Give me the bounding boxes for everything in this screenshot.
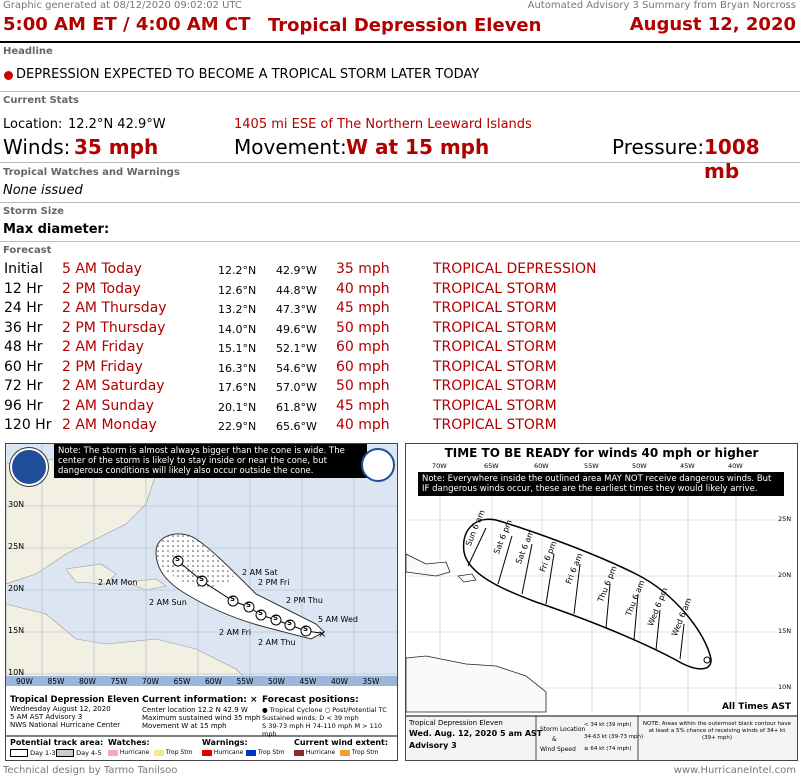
arrival-footer-note: NOTE: Areas within the outermost black contour have at least a 5% chance of receiving winds of 34+ kt (39+ mph) [642,721,792,741]
legend-wind-tropstm: Trop Stm [340,749,378,756]
forecast-wind: 40 mph [336,417,390,433]
forecast-lat: 22.9°N [218,420,257,433]
cone-current-lines [142,706,260,730]
credit-text: Technical design by Tarmo Tanilsoo [3,765,178,776]
arrival-lat-label: 20N [778,571,792,579]
winds-label: Winds: [3,135,71,159]
forecast-class: TROPICAL STORM [433,397,557,414]
arrival-footer-wind: Wind Speed [540,746,576,753]
arrival-key-2: 34-63 kt (39-73 mph) [584,734,644,740]
forecast-section-label: Forecast [3,245,52,256]
arrival-time-label: Sat 6 am [514,528,536,566]
track-point-letter: S [258,609,264,617]
arrival-lat-label: 10N [778,683,792,691]
forecast-wind: 50 mph [336,378,390,394]
arrival-lon-label: 40W [728,462,743,470]
stats-divider [0,162,800,163]
nws-logo [361,448,395,482]
arrival-footer-date: Wed. Aug. 12, 2020 5 am AST [409,729,543,738]
forecast-class: TROPICAL DEPRESSION [433,261,597,277]
arrival-footer-storm: Tropical Depression Eleven [409,719,503,727]
watches-divider [0,202,800,203]
cone-track-label: 2 AM Thu [258,638,296,647]
forecast-time: 2 AM Sunday [62,397,154,414]
forecast-lon: 61.8°W [276,400,317,414]
cone-lon-label: 65W [173,677,191,686]
track-point-letter: S [287,619,293,627]
cone-lat-label: 20N [8,584,25,593]
forecast-lon: 47.3°W [276,303,317,316]
forecast-hour: 24 Hr [4,300,43,316]
arrival-lon-label: 70W [432,462,447,470]
legend-warnings-label: Warnings: [202,738,248,747]
movement-label: Movement: [234,135,347,159]
cone-track-label: 2 AM Mon [98,578,138,587]
forecast-lat: 12.2°N [218,264,257,277]
cone-lat-label: 25N [8,542,25,551]
forecast-time: 2 AM Friday [62,339,144,355]
cone-forecast-line: S 39-73 mph H 74-110 mph M > 110 mph [262,722,383,738]
generated-timestamp: Graphic generated at 08/12/2020 09:02:02 UTC [3,0,242,11]
legend-warn-tropstm: Trop Stm [246,749,284,756]
cone-track-label: 2 PM Fri [258,578,290,587]
arrival-lat-label: 25N [778,515,792,523]
cone-track-label: 2 AM Sat [242,568,278,577]
forecast-lat: 15.1°N [218,342,257,355]
forecast-class: TROPICAL STORM [433,280,557,297]
legend-watch-tropstm: Trop Stm [154,749,192,756]
forecast-time: 2 AM Thursday [62,300,167,316]
svg-text:×: × [318,629,327,640]
forecast-row [0,320,800,339]
forecast-row [0,300,800,319]
forecast-wind: 45 mph [336,300,390,316]
distance-text: 1405 mi ESE of The Northern Leeward Islands [234,117,532,132]
forecast-time: 2 PM Thursday [62,319,166,336]
headline-section-label: Headline [3,46,53,57]
legend-day45: Day 4-5 [56,749,102,757]
current-stats-label: Current Stats [3,95,79,106]
arrival-footer-loc: Storm Location [540,726,586,733]
forecast-row [0,261,800,280]
cone-map [5,443,398,761]
arrival-time-label: Thu 6 am [624,578,647,618]
cone-lon-label: 85W [47,677,65,686]
arrival-key-3: ≥ 64 kt (74 mph) [584,746,632,752]
headline-dot-icon [4,71,13,80]
arrival-lon-label: 60W [534,462,549,470]
forecast-wind: 35 mph [336,261,390,277]
track-point-letter: S [199,575,205,583]
cone-current-title: Current information: × [142,695,258,705]
headline-divider [0,91,800,92]
forecast-wind: 50 mph [336,319,390,336]
arrival-time-label: Thu 6 pm [596,564,619,604]
cone-lon-label: 40W [331,677,348,686]
watches-text: None issued [3,183,83,198]
forecast-time: 5 AM Today [62,261,142,277]
site-link[interactable]: www.HurricaneIntel.com [673,765,796,776]
forecast-class: TROPICAL STORM [433,358,557,375]
cone-lon-label: 75W [110,677,128,686]
cone-lon-label: 90W [16,677,33,686]
forecast-hour: 120 Hr [4,417,52,433]
cone-lon-label: 35W [362,677,380,686]
forecast-time: 2 PM Friday [62,358,143,375]
forecast-hour: 48 Hr [4,339,43,355]
pressure-label: Pressure: [612,135,705,159]
forecast-row [0,359,800,378]
forecast-hour: 12 Hr [4,280,43,297]
cone-track-label: 5 AM Wed [318,615,358,624]
storm-size-label: Storm Size [3,206,64,217]
track-point-letter: S [273,614,279,622]
arrival-key-1: < 34 kt (39 mph) [584,722,632,728]
cone-lon-label: 70W [142,677,159,686]
advisory-source: Automated Advisory 3 Summary from Bryan Norcross [527,0,796,11]
cone-lon-label: 80W [79,677,96,686]
forecast-lat: 16.3°N [218,361,257,375]
cone-lon-label: 55W [236,677,254,686]
arrival-footer-amp: & [552,736,557,743]
header-divider [0,41,800,43]
forecast-lon: 52.1°W [276,342,317,355]
forecast-wind: 60 mph [336,358,390,375]
legend-warn-hurricane: Hurricane [202,749,243,756]
arrival-time-label: Fri 6 am [564,551,585,586]
cone-info-line: NWS National Hurricane Center [10,721,121,729]
advisory-time: 5:00 AM ET / 4:00 AM CT [3,14,251,35]
cone-note: Note: The storm is almost always bigger than the cone is wide. The center of the storm is likely to stay inside or near the cone, but dangerous conditions will likely also occur outside the cone. [54,444,367,478]
movement-value: W at 15 mph [346,135,490,159]
cone-lat-label: 30N [8,500,25,509]
cone-current-line: Movement W at 15 mph [142,722,227,730]
watches-section-label: Tropical Watches and Warnings [3,167,180,178]
arrival-title: TIME TO BE READY for winds 40 mph or higher [444,446,759,460]
cone-lon-label: 60W [205,677,222,686]
forecast-time: 2 AM Monday [62,417,157,433]
cone-info-line: Wednesday August 12, 2020 [10,705,111,713]
forecast-lon: 49.6°W [276,322,317,336]
track-point-letter: S [246,601,252,609]
forecast-row [0,378,800,397]
cone-lon-label: 45W [299,677,317,686]
cone-lon-label: 50W [268,677,285,686]
winds-value: 35 mph [74,135,159,159]
location-value: 12.2°N 42.9°W [68,117,166,132]
forecast-lat: 14.0°N [218,322,257,336]
cone-track-label: 2 PM Thu [286,596,323,605]
arrival-lon-label: 55W [584,462,599,470]
cone-info-line: 5 AM AST Advisory 3 [10,713,83,721]
headline-text: DEPRESSION EXPECTED TO BECOME A TROPICAL STORM LATER TODAY [16,67,480,82]
forecast-class: TROPICAL STORM [433,417,557,433]
arrival-lat-label: 15N [778,627,792,635]
max-diameter-label: Max diameter: [3,222,110,237]
arrival-time-label: Fri 6 pm [538,539,559,574]
track-point-letter: S [230,595,236,603]
forecast-hour: 96 Hr [4,397,43,414]
arrival-lon-label: 45W [680,462,695,470]
forecast-lon: 54.6°W [276,361,317,375]
forecast-class: TROPICAL STORM [433,339,557,355]
arrival-time-label: Sat 6 pm [492,518,514,556]
forecast-class: TROPICAL STORM [433,300,557,316]
arrival-lon-label: 50W [632,462,647,470]
arrival-time-label: Wed 6 am [670,596,694,638]
cone-lat-label: 10N [8,668,25,677]
forecast-row [0,281,800,300]
pressure-value: 1008 mb [704,135,760,183]
legend-watches-label: Watches: [108,738,150,747]
forecast-row [0,398,800,417]
legend-day13: Day 1-3 [10,749,56,757]
legend-track-label: Potential track area: [10,738,104,747]
track-point-letter: S [175,555,181,563]
forecast-lat: 13.2°N [218,303,257,316]
all-times-label: All Times AST [721,702,791,712]
forecast-hour: Initial [4,261,43,277]
forecast-hour: 36 Hr [4,319,43,336]
advisory-date: August 12, 2020 [629,14,796,35]
noaa-logo [10,448,48,486]
arrival-time-label: Sun 6 am [464,508,487,548]
forecast-lon: 44.8°W [276,283,317,297]
arrival-footer-advisory: Advisory 3 [409,741,457,750]
forecast-row [0,417,800,436]
arrival-lon-label: 65W [484,462,499,470]
cone-current-line: Maximum sustained wind 35 mph [142,714,261,722]
forecast-time: 2 AM Saturday [62,378,165,394]
forecast-class: TROPICAL STORM [433,378,557,394]
arrival-note: Note: Everywhere inside the outlined area MAY NOT receive dangerous winds. But IF dangerous winds occur, these are the earliest times they would likely arrive. [418,472,784,496]
forecast-lon: 57.0°W [276,381,317,394]
cone-forecast-line: Sustained winds: D < 39 mph [262,714,359,722]
cone-track-label: 2 AM Fri [219,628,252,637]
forecast-hour: 72 Hr [4,378,43,394]
forecast-lat: 20.1°N [218,400,257,414]
forecast-wind: 60 mph [336,339,390,355]
cone-track-label: 2 AM Sun [149,598,187,607]
forecast-lat: 17.6°N [218,381,257,394]
cone-forecast-lines [262,706,397,738]
legend-wind-hurricane: Hurricane [294,749,335,756]
storm-title: Tropical Depression Eleven [268,15,542,36]
track-point-letter: S [303,625,309,633]
forecast-row [0,339,800,358]
forecast-time: 2 PM Today [62,280,141,297]
arrival-time-label: Wed 6 pm [646,586,670,628]
forecast-lon: 65.6°W [276,420,317,433]
forecast-wind: 40 mph [336,280,390,297]
location-label: Location: [3,117,63,132]
size-divider [0,241,800,242]
legend-wind-label: Current wind extent: [294,738,389,747]
cone-forecast-title: Forecast positions: [262,695,359,705]
cone-info-lines [10,705,120,729]
forecast-wind: 45 mph [336,397,390,414]
cone-forecast-line: ● Tropical Cyclone ○ Post/Potential TC [262,706,387,714]
forecast-hour: 60 Hr [4,358,43,375]
forecast-lat: 12.6°N [218,283,257,297]
legend-watch-hurricane: Hurricane [108,749,149,756]
cone-info-title: Tropical Depression Eleven [10,695,140,705]
forecast-class: TROPICAL STORM [433,319,557,336]
arrival-map [405,443,798,761]
cone-lat-label: 15N [8,626,25,635]
cone-current-line: Center location 12.2 N 42.9 W [142,706,248,714]
forecast-lon: 42.9°W [276,264,317,277]
